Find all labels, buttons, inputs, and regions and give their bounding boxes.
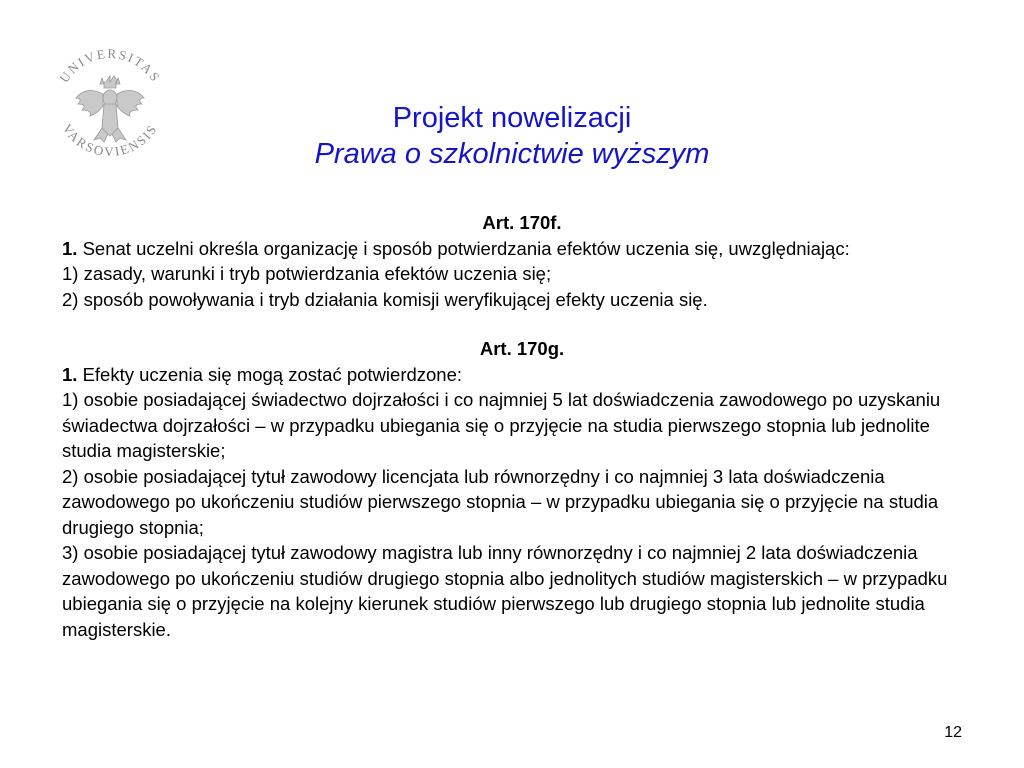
logo-text-top: UNIVERSITAS — [56, 45, 164, 86]
art-170g-intro-text: Efekty uczenia się mogą zostać potwierdzone: — [77, 363, 463, 385]
art-170f-intro-text: Senat uczelni określa organizację i sposób potwierdzania efektów uczenia się, uwzględniając: — [77, 237, 850, 259]
page-number: 12 — [944, 724, 962, 741]
art-170f-item-1: 1) zasady, warunki i tryb potwierdzania efektów uczenia się; — [62, 263, 552, 284]
art-170g-item-3: 3) osobie posiadającej tytuł zawodowy magistra lub inny równorzędny i co najmniej 2 lata doświadczenia zawodowego po ukończeniu studiów drugiego stopnia albo jednolitych studiów magisterskich – w przypadku ubiegania się o przyjęcie na kolejny kierunek studiów pierwszego lub drugiego stopnia lub jednolite studia magisterskie. — [62, 542, 948, 640]
art-170g-lead-number: 1. — [62, 363, 78, 385]
art-170f-intro — [62, 236, 982, 262]
art-170g-intro — [62, 362, 982, 388]
art-170g-item-1: 1) osobie posiadającej świadectwo dojrzałości i co najmniej 5 lat doświadczenia zawodowego po uzyskaniu świadectwa dojrzałości – w przypadku ubiegania się o przyjęcie na studia pierwszego stopnia lub jednolite studia magisterskie; — [62, 389, 941, 461]
section-spacer — [62, 312, 982, 336]
slide-title: Projekt nowelizacji — [392, 102, 632, 134]
art-170g-heading: Art. 170g. — [479, 338, 565, 359]
slide-body — [62, 210, 982, 642]
art-170f-heading: Art. 170f. — [482, 212, 562, 233]
art-170f-lead-number: 1. — [62, 237, 78, 259]
logo-text-bottom: VARSOVIENSIS — [59, 121, 161, 160]
art-170f-item-2: 2) sposób powoływania i tryb działania komisji weryfikującej efekty uczenia się. — [62, 288, 708, 310]
slide-subtitle: Prawa o szkolnictwie wyższym — [314, 138, 710, 170]
slide-title-block — [0, 100, 1024, 172]
art-170g-item-2: 2) osobie posiadającej tytuł zawodowy licencjata lub równorzędny i co najmniej 3 lata doświadczenia zawodowego po ukończeniu studiów pierwszego stopnia – w przypadku ubiegania się o przyjęcie na studia drugiego stopnia; — [62, 465, 939, 538]
